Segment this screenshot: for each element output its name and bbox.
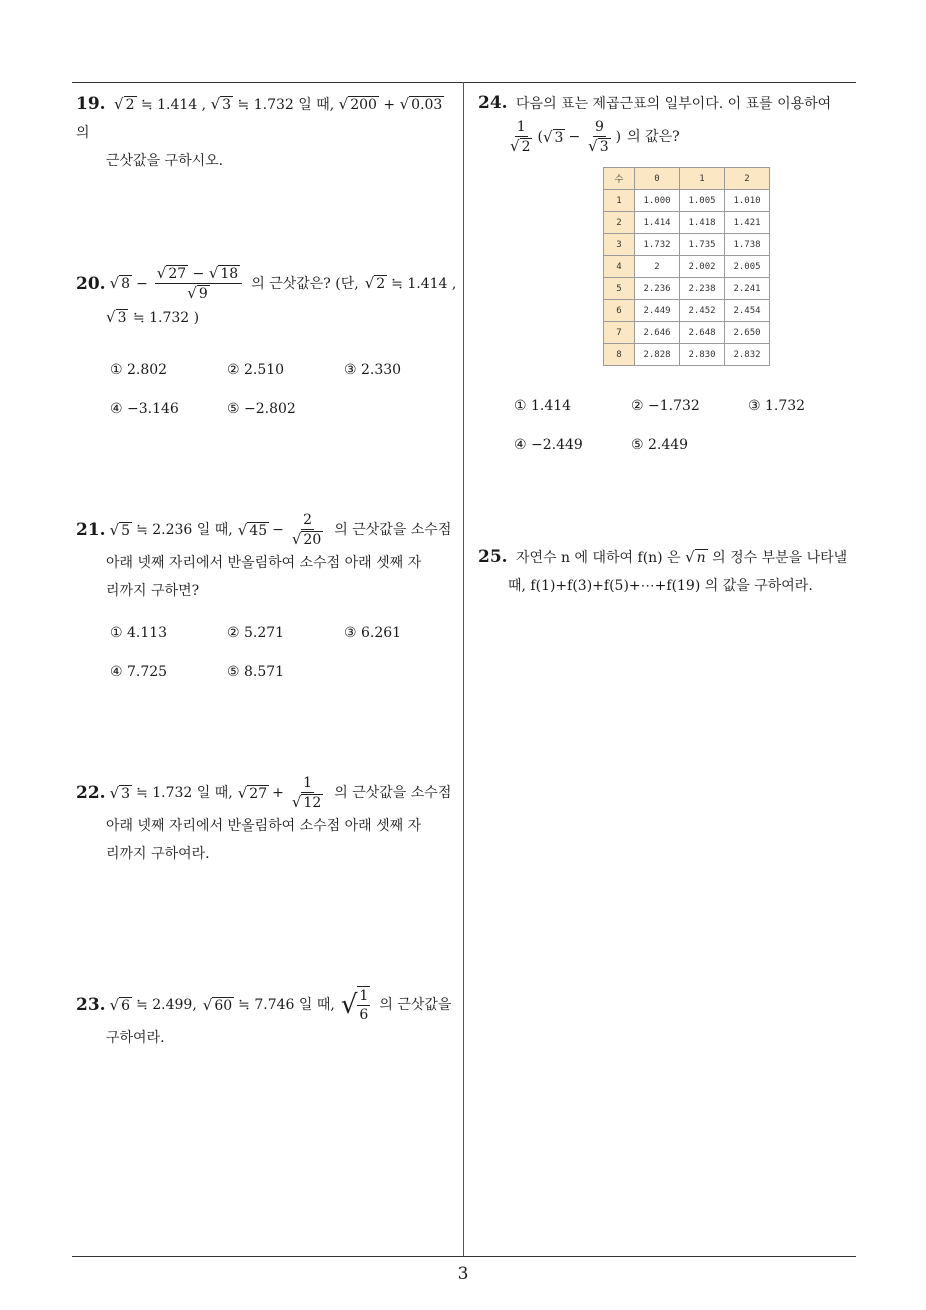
table-row	[604, 344, 770, 366]
table-header: 2	[725, 168, 770, 190]
question-text-line: 근삿값을 구하시오.	[106, 153, 224, 169]
question-text-line: 리까지 구하면?	[106, 583, 200, 599]
table-row	[604, 322, 770, 344]
table-row-key: 2	[604, 212, 635, 234]
choice-5[interactable]: ⑤ −2.802	[227, 401, 296, 417]
choice-4[interactable]: ④ 7.725	[110, 664, 168, 680]
table-row-key: 8	[604, 344, 635, 366]
sqrt-3: √ 3	[210, 95, 232, 113]
table-cell: 2.648	[680, 322, 725, 344]
table-row-key: 1	[604, 190, 635, 212]
table-header: 1	[680, 168, 725, 190]
table-row	[604, 278, 770, 300]
sqrt-60: √ 60	[202, 995, 233, 1014]
choice-4[interactable]: ④ −2.449	[514, 437, 583, 453]
table-row	[604, 234, 770, 256]
table-row-key: 3	[604, 234, 635, 256]
choice-1[interactable]: ① 2.802	[110, 362, 168, 378]
choice-1[interactable]: ① 1.414	[514, 398, 572, 414]
table-cell: 2.830	[680, 344, 725, 366]
sqrt-6: √ 6	[109, 995, 131, 1014]
table-cell: 1.421	[725, 212, 770, 234]
table-row-key: 4	[604, 256, 635, 278]
table-cell: 2.002	[680, 256, 725, 278]
table-cell: 2	[635, 256, 680, 278]
question-number: 21.	[76, 520, 106, 540]
table-cell: 2.449	[635, 300, 680, 322]
choice-5[interactable]: ⑤ 2.449	[631, 437, 689, 453]
question-number: 25.	[478, 547, 508, 567]
question-text-line: 아래 넷째 자리에서 반올림하여 소수점 아래 셋째 자	[106, 818, 422, 834]
choice-2[interactable]: ② 2.510	[227, 362, 285, 378]
choice-4[interactable]: ④ −3.146	[110, 401, 179, 417]
table-cell: 2.646	[635, 322, 680, 344]
question-text-line: 다음의 표는 제곱근표의 일부이다. 이 표를 이용하여	[516, 96, 832, 112]
question-number: 22.	[76, 783, 106, 803]
table-cell: 1.732	[635, 234, 680, 256]
fraction: $\frac{√ 27 - √ 18}{√ 9}$	[155, 264, 242, 303]
table-cell: 2.828	[635, 344, 680, 366]
sqrt-27: √ 27	[237, 783, 268, 802]
table-cell: 1.414	[635, 212, 680, 234]
question-text-line: 구하여라.	[106, 1030, 165, 1046]
question-21: 21. √ 5 ≒ 2.236 일 때, √ 45 − $\frac{2}{√ 20}$ 의 근삿값을 소수점 아래 넷째 자리에서 반올림하여 소수점 아래 셋째 자 리까지 구하면?	[76, 511, 460, 605]
question-20: 20. √ 8 − $\frac{√ 27 - √ 18}{√ 9}$ 의 근삿값은? (단, √ 2 ≒ 1.414 , √ 3 ≒ 1.732 )	[76, 264, 460, 332]
column-divider	[463, 82, 464, 1256]
question-text-line: √ 3 ≒ 1.732 )	[106, 308, 200, 326]
choice-3[interactable]: ③ 2.330	[344, 362, 402, 378]
question-number: 20.	[76, 273, 106, 294]
table-row-key: 6	[604, 300, 635, 322]
question-number: 24.	[478, 93, 508, 113]
question-text-line: 리까지 구하여라.	[106, 846, 210, 862]
sqrt-8: √ 8	[109, 274, 131, 292]
question-number: 19.	[76, 94, 106, 114]
table-row-key: 5	[604, 278, 635, 300]
choice-2[interactable]: ② −1.732	[631, 398, 700, 414]
fraction: $\frac{2}{√ 20}$	[291, 512, 322, 548]
table-row	[604, 190, 770, 212]
table-cell: 2.454	[725, 300, 770, 322]
q21-choices	[110, 625, 461, 703]
top-rule	[72, 82, 856, 83]
table-cell: 2.650	[725, 322, 770, 344]
table-header: 수	[604, 168, 635, 190]
table-row	[604, 212, 770, 234]
table-cell: 2.241	[725, 278, 770, 300]
sqrt-n: √ n	[685, 548, 706, 566]
page-number: 3	[457, 1264, 469, 1284]
question-25: 25. 자연수 n 에 대하여 f(n) 은 √ n 의 정수 부분을 나타낼 때, f(1)+f(3)+f(5)+⋯+f(19) 의 값을 구하여라.	[478, 543, 858, 600]
question-text-line: 아래 넷째 자리에서 반올림하여 소수점 아래 셋째 자	[106, 555, 422, 571]
question-19: 19. √ 2 ≒ 1.414 , √ 3 ≒ 1.732 일 때, √ 200 + √ 0.03 의 근삿값을 구하시오.	[76, 90, 460, 175]
sqrt-2: √ 2	[114, 95, 135, 113]
table-cell: 1.738	[725, 234, 770, 256]
sqrt-0-03: √ 0.03	[399, 95, 443, 113]
question-23: 23. √ 6 ≒ 2.499, √ 60 ≒ 7.746 일 때, √ $\frac{1}{6}$ 의 근삿값을 구하여라.	[76, 986, 460, 1052]
table-cell: 2.236	[635, 278, 680, 300]
choice-3[interactable]: ③ 6.261	[344, 625, 402, 641]
sqrt-45: √ 45	[237, 520, 268, 539]
bottom-rule	[72, 1256, 856, 1257]
table-header-row	[604, 168, 770, 190]
table-row-key: 7	[604, 322, 635, 344]
sqrt-fraction: √ $\frac{1}{6}$	[340, 988, 369, 1023]
q24-choices	[514, 398, 865, 476]
table-cell: 2.238	[680, 278, 725, 300]
question-22: 22. √ 3 ≒ 1.732 일 때, √ 27 + $\frac{1}{√ 12}$ 의 근삿값을 소수점 아래 넷째 자리에서 반올림하여 소수점 아래 셋째 자 리까지 구하여라.	[76, 774, 460, 868]
table-cell: 1.418	[680, 212, 725, 234]
sqrt-5: √ 5	[109, 520, 131, 539]
choice-2[interactable]: ② 5.271	[227, 625, 285, 641]
sqrt-2: √ 2	[364, 274, 386, 292]
table-cell: 2.452	[680, 300, 725, 322]
sqrt-200: √ 200	[338, 95, 377, 113]
question-number: 23.	[76, 995, 106, 1015]
expression-line: $\frac{1}{√ 2}$ ( √ 3 − $\frac{9}{√ 3}$ ) 의 값은?	[510, 119, 680, 155]
q20-choices	[110, 362, 461, 440]
table-cell: 1.000	[635, 190, 680, 212]
question-text-line: 때, f(1)+f(3)+f(5)+⋯+f(19) 의 값을 구하여라.	[508, 578, 813, 594]
table-header: 0	[635, 168, 680, 190]
table-row	[604, 300, 770, 322]
square-root-table	[603, 167, 770, 366]
choice-3[interactable]: ③ 1.732	[748, 398, 806, 414]
table-row	[604, 256, 770, 278]
table-cell: 1.010	[725, 190, 770, 212]
table-cell: 1.005	[680, 190, 725, 212]
choice-5[interactable]: ⑤ 8.571	[227, 664, 285, 680]
table-cell: 1.735	[680, 234, 725, 256]
choice-1[interactable]: ① 4.113	[110, 625, 168, 641]
table-cell: 2.832	[725, 344, 770, 366]
fraction: $\frac{1}{√ 12}$	[291, 775, 322, 811]
question-24	[478, 89, 858, 156]
table-cell: 2.005	[725, 256, 770, 278]
sqrt-3: √ 3	[109, 783, 131, 802]
